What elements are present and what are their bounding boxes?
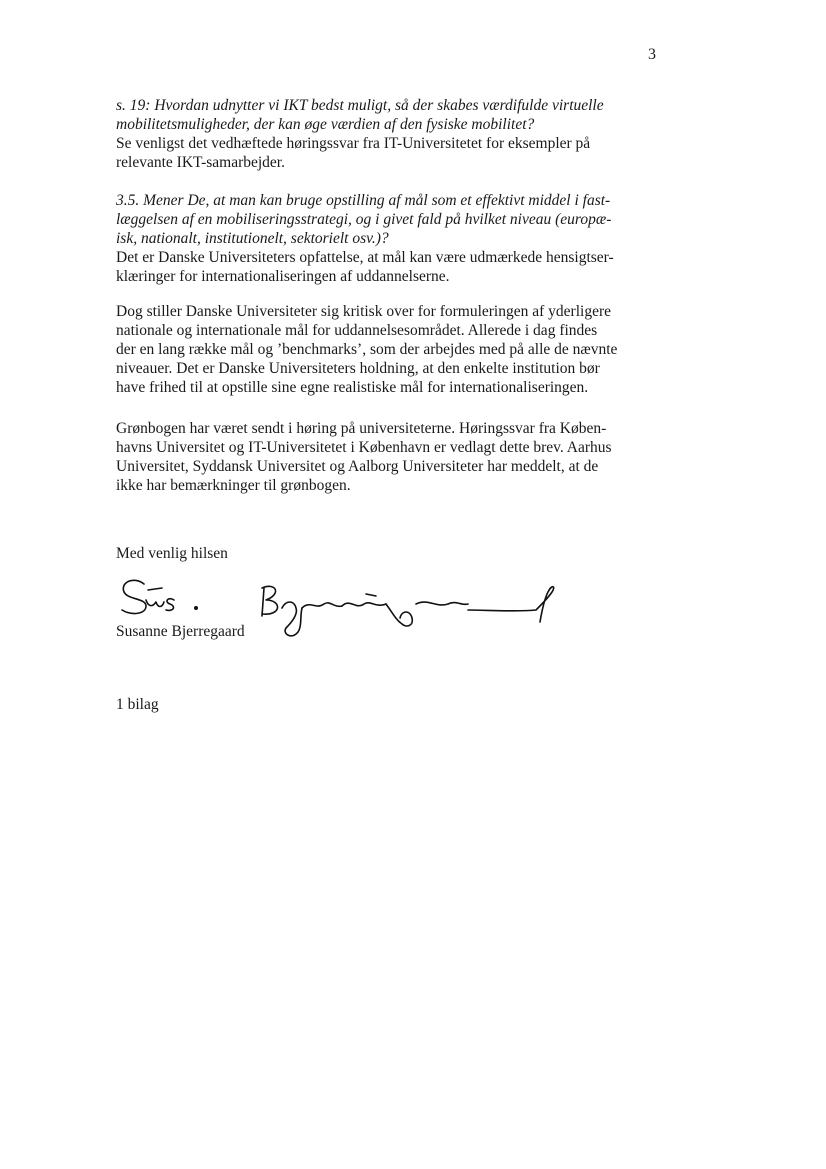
paragraph-line: ikke har bemærkninger til grønbogen.	[116, 477, 351, 494]
paragraph-line: Dog stiller Danske Universiteter sig kritisk over for formuleringen af yderligere	[116, 303, 611, 320]
question-line: s. 19: Hvordan udnytter vi IKT bedst muligt, så der skabes værdifulde virtuelle	[116, 97, 604, 114]
paragraph-hearing	[116, 419, 656, 495]
closing-salutation: Med venlig hilsen	[116, 545, 228, 562]
question-line: læggelsen af en mobiliseringsstrategi, og i givet fald på hvilket niveau (europæ-	[116, 211, 612, 228]
paragraph-line: Grønbogen har været sendt i høring på universiteterne. Høringssvar fra Køben-	[116, 420, 607, 437]
paragraph-line: nationale og internationale mål for uddannelsesområdet. Allerede i dag findes	[116, 322, 598, 339]
section-ikt-question	[116, 96, 656, 172]
paragraph-line: niveauer. Det er Danske Universiteters holdning, at den enkelte institution bør	[116, 360, 600, 377]
answer-line: Det er Danske Universiteters opfattelse, at mål kan være udmærkede hensigtser-	[116, 249, 614, 266]
question-line: isk, nationalt, institutionelt, sektorielt osv.)?	[116, 230, 389, 247]
answer-line: klæringer for internationaliseringen af uddannelserne.	[116, 268, 450, 285]
paragraph-line: have frihed til at opstille sine egne realistiske mål for internationaliseringen.	[116, 379, 589, 396]
page-number: 3	[648, 46, 656, 63]
attachment-note: 1 bilag	[116, 696, 159, 713]
signer-name: Susanne Bjerregaard	[116, 623, 245, 640]
section-goals-question	[116, 191, 656, 286]
handwritten-signature	[116, 570, 576, 660]
answer-line: Se venligst det vedhæftede høringssvar fra IT-Universitetet for eksempler på	[116, 135, 591, 152]
paragraph-criticism	[116, 302, 656, 397]
question-line: 3.5. Mener De, at man kan bruge opstilling af mål som et effektivt middel i fast-	[116, 192, 611, 209]
paragraph-line: havns Universitet og IT-Universitetet i København er vedlagt dette brev. Aarhus	[116, 439, 612, 456]
paragraph-line: der en lang række mål og ’benchmarks’, som der arbejdes med på alle de nævnte	[116, 341, 618, 358]
question-line: mobilitetsmuligheder, der kan øge værdien af den fysiske mobilitet?	[116, 116, 535, 133]
paragraph-line: Universitet, Syddansk Universitet og Aalborg Universiteter har meddelt, at de	[116, 458, 599, 475]
answer-line: relevante IKT-samarbejder.	[116, 154, 285, 171]
